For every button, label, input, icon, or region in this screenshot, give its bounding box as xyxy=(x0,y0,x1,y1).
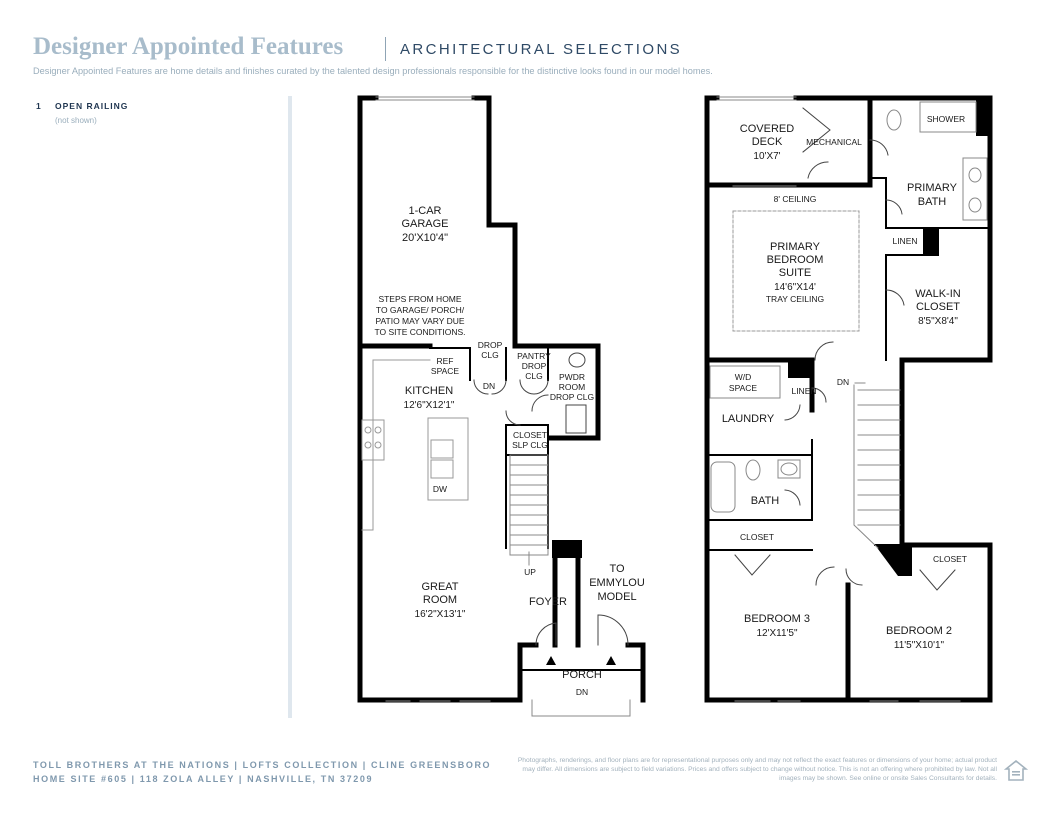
footer-community: TOLL BROTHERS AT THE NATIONS | LOFTS COLLECTION | CLINE GREENSBORO xyxy=(33,760,492,770)
primary-bath-label: BATH xyxy=(917,196,947,208)
floor-plans xyxy=(350,92,1000,722)
covered-deck-dimensions: 10'X7' xyxy=(753,151,781,162)
steps-note: TO GARAGE/ PORCH/ xyxy=(375,305,465,315)
equal-housing-opportunity-icon xyxy=(1004,759,1028,783)
to-model-label: MODEL xyxy=(597,591,637,603)
drop-clg-label: CLG xyxy=(481,350,499,360)
feature-note: (not shown) xyxy=(55,116,97,125)
walkin-closet-label: CLOSET xyxy=(915,301,961,313)
walkin-closet-dimensions: 8'5"X8'4" xyxy=(918,316,958,327)
ceiling-note: 8' CEILING xyxy=(773,194,817,204)
up-label: UP xyxy=(524,567,536,577)
page-subtitle: ARCHITECTURAL SELECTIONS xyxy=(400,41,683,58)
to-model-label: TO xyxy=(609,563,625,575)
steps-note: STEPS FROM HOME xyxy=(378,294,462,304)
first-floor-walls xyxy=(360,98,643,700)
primary-suite-label: PRIMARY xyxy=(770,241,820,253)
footer-address: HOME SITE #605 | 118 ZOLA ALLEY | NASHVILLE, TN 37209 xyxy=(33,774,374,784)
kitchen-label: KITCHEN xyxy=(404,385,454,397)
drop-clg-label: DROP xyxy=(477,340,503,350)
shower-label: SHOWER xyxy=(926,114,966,124)
ref-space-label: SPACE xyxy=(430,366,460,376)
primary-suite-label: BEDROOM xyxy=(766,254,824,266)
primary-suite-dimensions: 14'6"X14' xyxy=(774,282,816,293)
wd-space-label: SPACE xyxy=(728,383,758,393)
porch-label: PORCH xyxy=(562,669,602,681)
pantry-label: DROP xyxy=(521,361,547,371)
garage-dimensions: 20'X10'4" xyxy=(401,232,449,244)
ref-space-label: REF xyxy=(436,356,454,366)
pantry-label: CLG xyxy=(525,371,543,381)
foyer-label: FOYER xyxy=(529,596,567,608)
bedroom3-label: BEDROOM 3 xyxy=(743,613,811,625)
wd-space-label: W/D xyxy=(734,372,752,382)
vertical-divider xyxy=(288,96,292,718)
covered-deck-label: DECK xyxy=(751,136,783,148)
title-divider xyxy=(385,37,386,61)
garage-label: 1-CAR xyxy=(408,205,442,217)
pantry-label: PANTRY xyxy=(517,351,551,361)
pwdr-label: ROOM xyxy=(558,382,586,392)
second-floor-dn-label: DN xyxy=(836,377,850,387)
mechanical-label: MECHANICAL xyxy=(806,137,862,147)
feature-label: OPEN RAILING xyxy=(55,101,129,111)
to-model-label: EMMYLOU xyxy=(589,577,645,589)
page-title: Designer Appointed Features xyxy=(33,33,344,60)
great-room-label: GREAT xyxy=(421,581,459,593)
covered-deck-label: COVERED xyxy=(739,123,795,135)
page-description: Designer Appointed Features are home details and finishes curated by the talented design professionals responsible for the distinctive looks found in our model homes. xyxy=(33,66,713,76)
steps-note: TO SITE CONDITIONS. xyxy=(374,327,466,337)
steps-note: PATIO MAY VARY DUE xyxy=(375,316,465,326)
porch-dn-label: DN xyxy=(575,687,589,697)
kitchen-dimensions: 12'6"X12'1" xyxy=(403,400,455,411)
dw-label: DW xyxy=(432,484,448,494)
footer-disclaimer: Photographs, renderings, and floor plans are for representational purposes only and may not reflect the exact features or dimensions of your home; actual product may differ. All dimensions are subject to field variations. Prices and offers subject to change without notice. This is not an offering where prohibited by law. Not all images may be shown. See online or onsite Sales Consultants for details. xyxy=(517,757,997,782)
laundry-label: LAUNDRY xyxy=(721,413,775,425)
first-floor-dn-label: DN xyxy=(482,381,496,391)
walkin-closet-label: WALK-IN xyxy=(915,288,961,300)
pwdr-label: PWDR xyxy=(559,372,585,382)
bedroom2-label: BEDROOM 2 xyxy=(885,625,953,637)
great-room-dimensions: 16'2"X13'1" xyxy=(414,609,466,620)
closet-slp-label: CLOSET xyxy=(512,430,548,440)
pwdr-label: DROP CLG xyxy=(549,392,595,402)
tray-ceiling-note: TRAY CEILING xyxy=(765,294,825,304)
linen-label: LINEN xyxy=(892,236,918,246)
bedroom2-dimensions: 11'5"X10'1" xyxy=(893,640,945,651)
closet-label: CLOSET xyxy=(932,554,968,564)
linen-label: LINEN xyxy=(791,386,817,396)
bath-label: BATH xyxy=(750,495,780,507)
primary-bath-label: PRIMARY xyxy=(907,182,957,194)
closet-label: CLOSET xyxy=(739,532,775,542)
closet-slp-label: SLP CLG xyxy=(512,440,548,450)
bedroom3-dimensions: 12'X11'5" xyxy=(756,628,798,639)
primary-suite-label: SUITE xyxy=(778,267,812,279)
garage-label: GARAGE xyxy=(401,218,449,230)
feature-number: 1 xyxy=(36,101,41,111)
great-room-label: ROOM xyxy=(422,594,458,606)
